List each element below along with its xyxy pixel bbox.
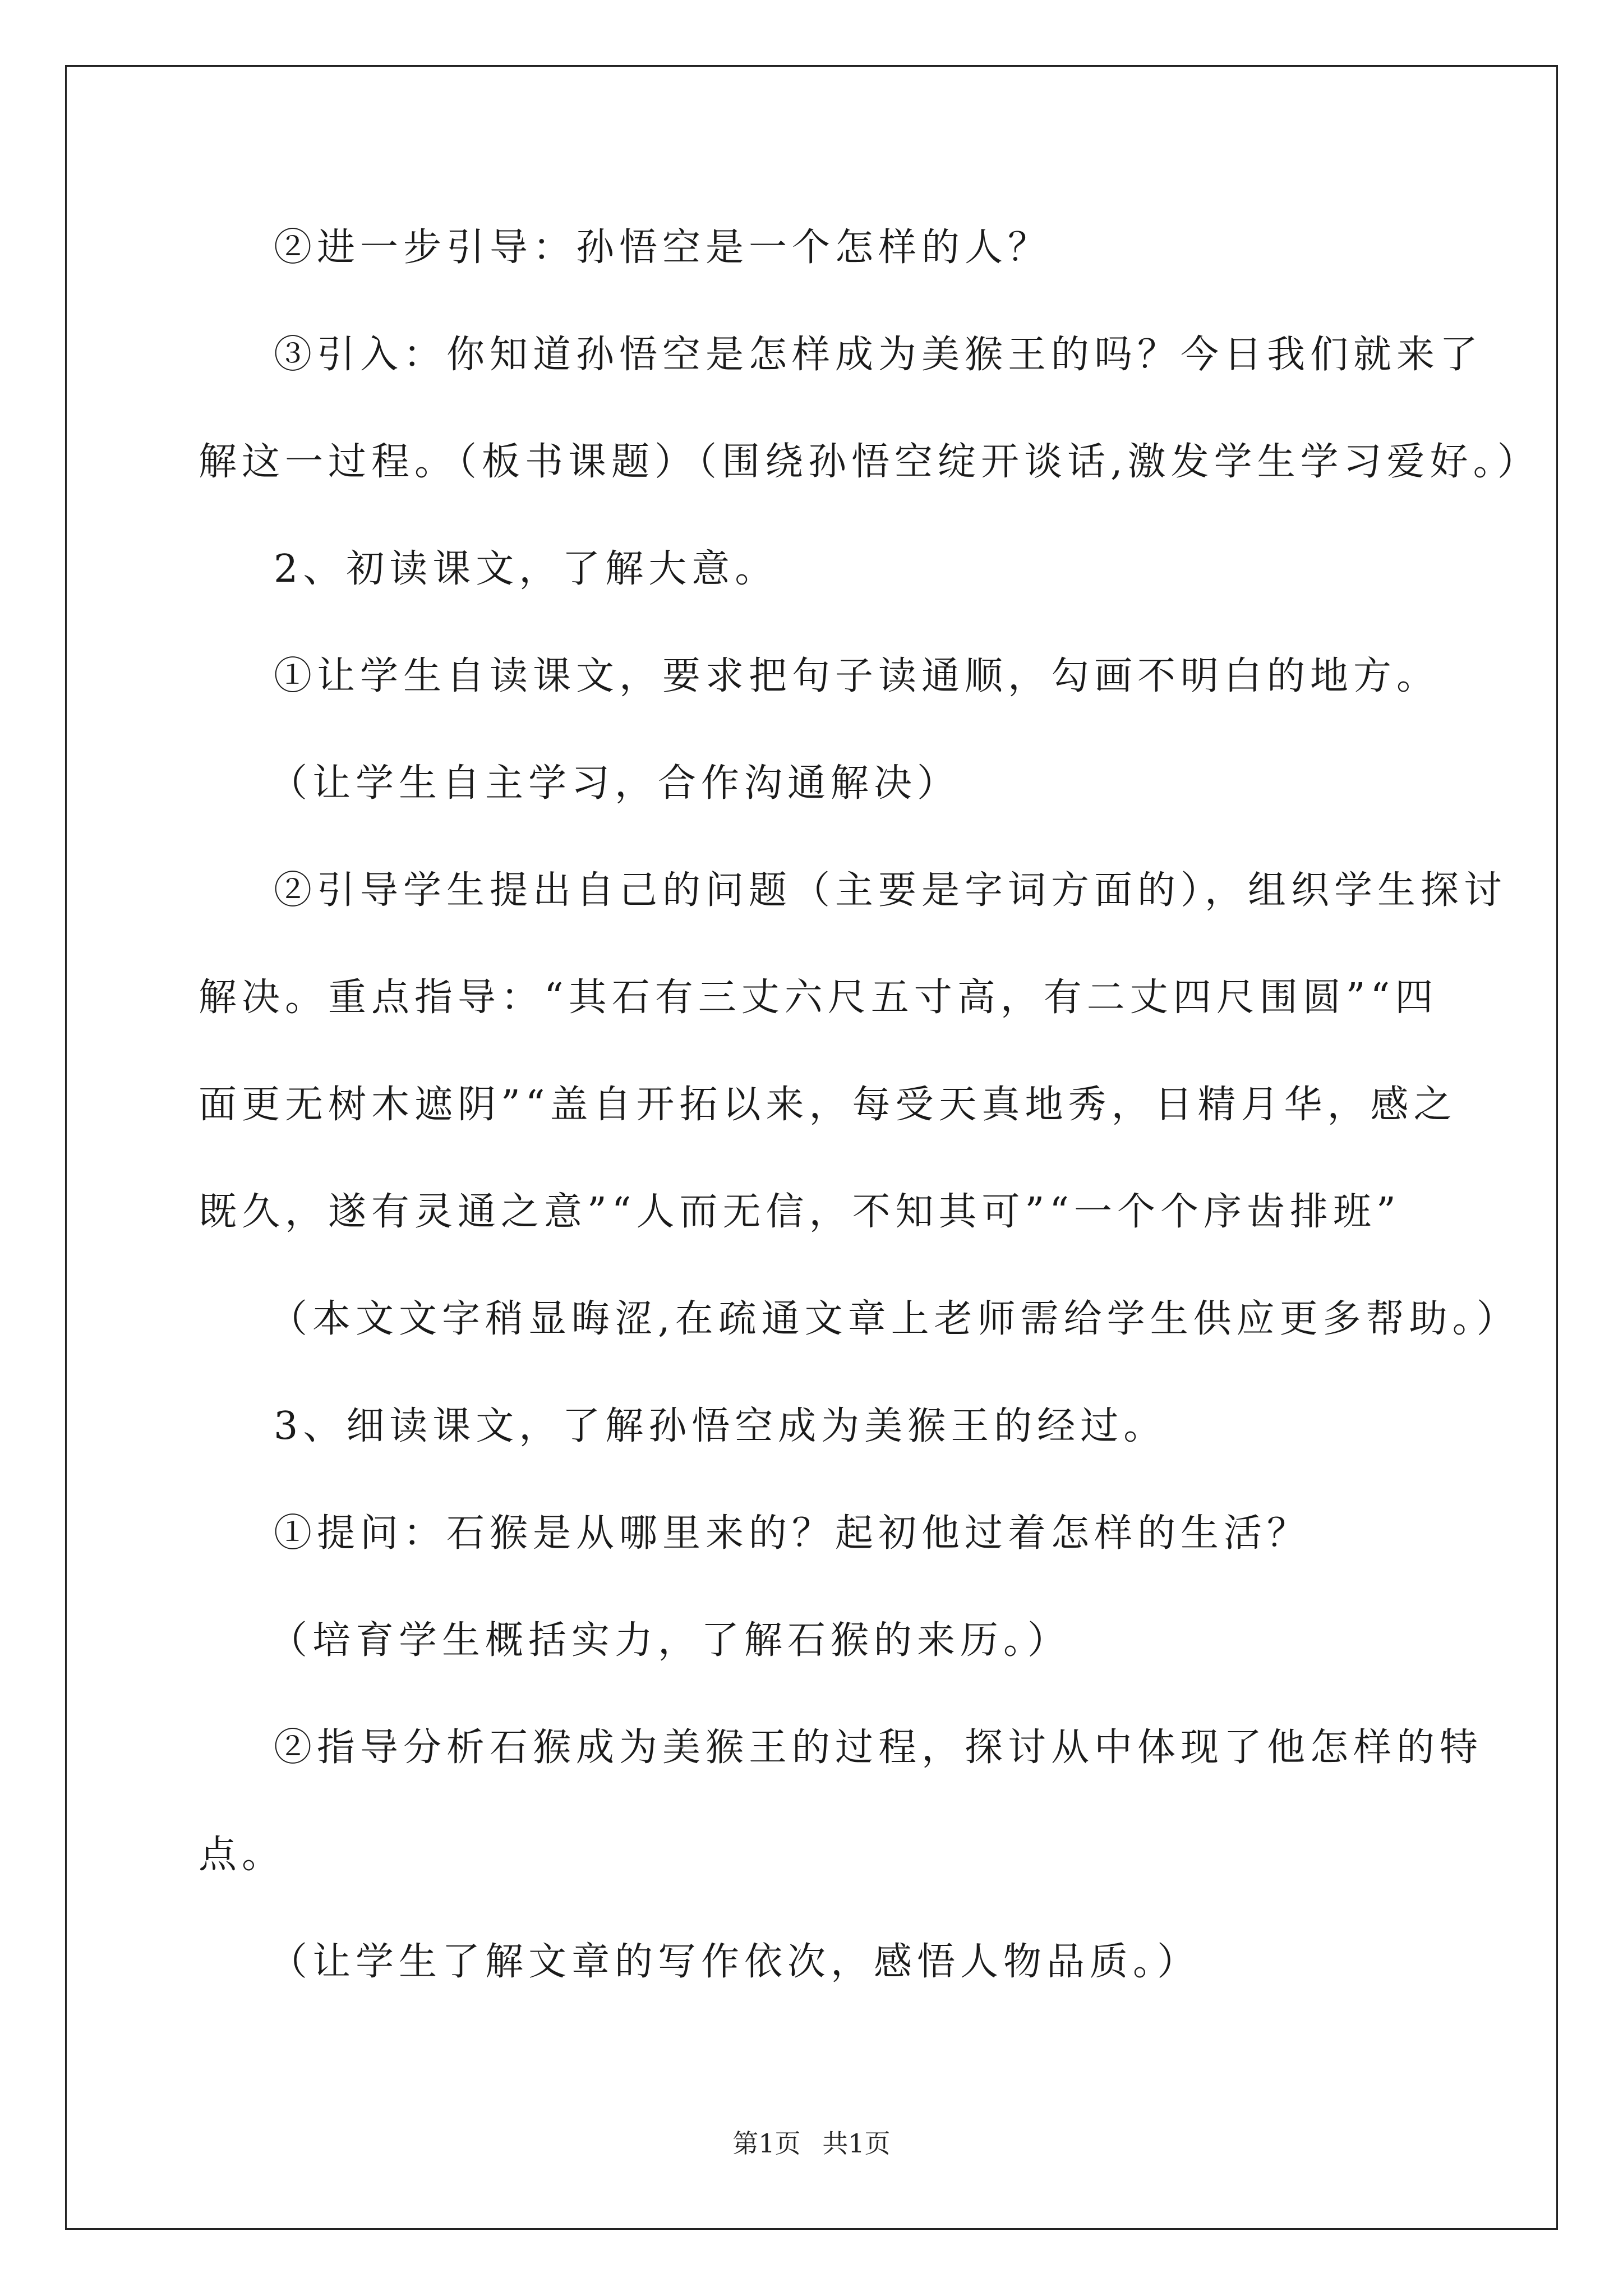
paragraph-line: ②进一步引导：孙悟空是一个怎样的人？ <box>274 226 1052 270</box>
paragraph-line: 解决。重点指导：“其石有三丈六尺五寸高，有二丈四尺围圆”“四 <box>199 976 1438 1020</box>
paragraph-line: ①让学生自读课文，要求把句子读通顺，勾画不明白的地方。 <box>274 654 1440 698</box>
paragraph-line: ③引入：你知道孙悟空是怎样成为美猴王的吗？今日我们就来了 <box>274 333 1483 377</box>
paragraph-line: 既久，遂有灵通之意”“人而无信，不知其可”“一个个序齿排班” <box>199 1190 1401 1234</box>
page-total: 共1页 <box>822 2128 891 2159</box>
paragraph-line: （培育学生概括实力，了解石猴的来历。） <box>269 1618 1071 1663</box>
paragraph-line: 点。 <box>199 1833 285 1877</box>
paragraph-line: （让学生了解文章的写作依次，感悟人物品质。） <box>269 1940 1201 1984</box>
paragraph-line: （让学生自主学习，合作沟通解决） <box>269 761 961 806</box>
paragraph-line: 3、细读课文，了解孙悟空成为美猴王的经过。 <box>274 1404 1167 1448</box>
paragraph-line: （本文文字稍显晦涩,在疏通文章上老师需给学生供应更多帮助。） <box>269 1297 1520 1341</box>
page-footer <box>0 2128 1623 2159</box>
paragraph-line: ①提问：石猴是从哪里来的？起初他过着怎样的生活？ <box>274 1511 1311 1556</box>
paragraph-line: 解这一过程。（板书课题）（围绕孙悟空绽开谈话,激发学生学习爱好。） <box>199 440 1541 484</box>
paragraph-line: ②指导分析石猴成为美猴王的过程，探讨从中体现了他怎样的特 <box>274 1726 1483 1770</box>
paragraph-line: ②引导学生提出自己的问题（主要是字词方面的），组织学生探讨 <box>274 868 1507 913</box>
page-number: 第1页 <box>732 2128 801 2159</box>
paragraph-line: 面更无树木遮阴”“盖自开拓以来，每受天真地秀，日精月华，感之 <box>199 1083 1457 1127</box>
paragraph-line: 2、初读课文，了解大意。 <box>274 547 778 591</box>
